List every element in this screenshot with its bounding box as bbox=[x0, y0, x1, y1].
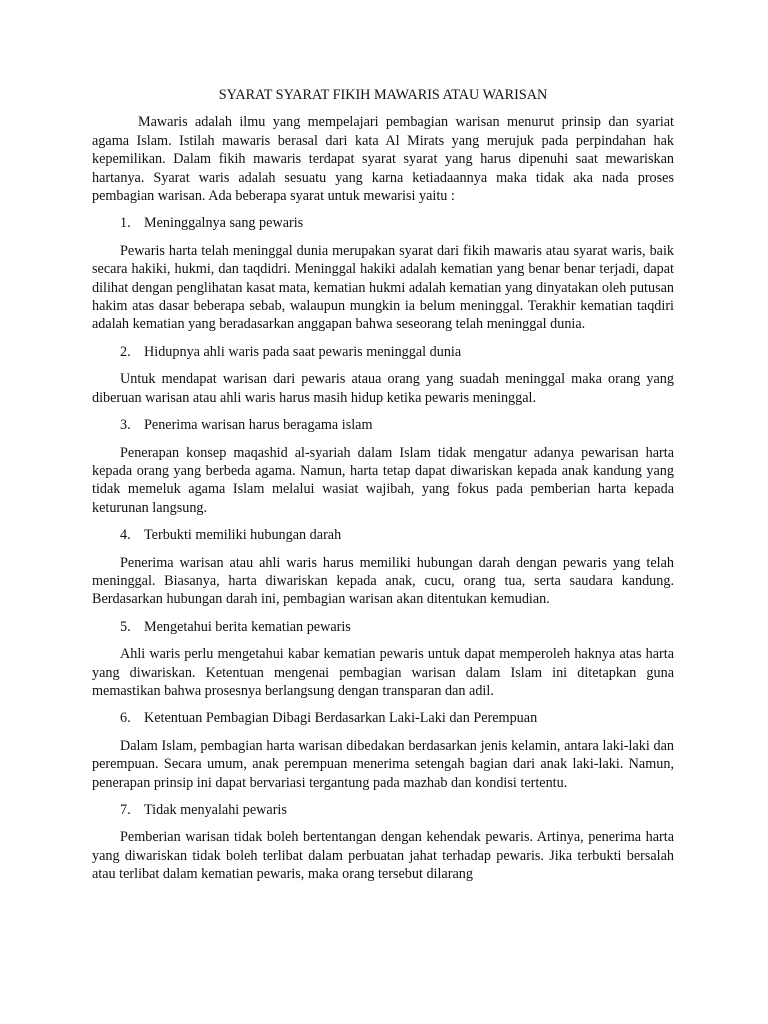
section-paragraph: Penerapan konsep maqashid al-syariah dalam Islam tidak mengatur adanya pewarisan harta kepada orang yang berbeda agama. Namun, harta tetap dapat diwariskan kepada anak kandung yang tidak memeluk agama Islam melalui wasiat wajibah, yang fokus pada pemberian harta kepada keturunan langsung. bbox=[92, 444, 674, 516]
list-item-heading: Terbukti memiliki hubungan darah bbox=[144, 527, 342, 544]
document-content bbox=[92, 86, 674, 893]
list-item bbox=[92, 526, 674, 544]
list-item-heading: Meninggalnya sang pewaris bbox=[144, 215, 304, 232]
document-title: SYARAT SYARAT FIKIH MAWARIS ATAU WARISAN bbox=[218, 87, 548, 103]
list-item bbox=[92, 801, 674, 819]
list-item bbox=[92, 416, 674, 434]
section-paragraph: Pemberian warisan tidak boleh bertentangan dengan kehendak pewaris. Artinya, penerima harta yang diwariskan tidak boleh terlibat dalam perbuatan jahat terhadap pewaris. Jika terbukti bersalah atau terlibat dalam kematian pewaris, maka orang tersebut dilarang bbox=[92, 829, 674, 883]
list-item-heading: Mengetahui berita kematian pewaris bbox=[144, 618, 351, 635]
list-item-number: 7. bbox=[120, 802, 131, 818]
list-item-heading: Penerima warisan harus beragama islam bbox=[144, 417, 373, 434]
list-item-number: 2. bbox=[120, 343, 131, 360]
section-paragraph: Untuk mendapat warisan dari pewaris ataua orang yang suadah meninggal maka orang yang diberuan warisan atau ahli waris harus masih hidup ketika pewaris meninggal. bbox=[92, 371, 674, 406]
list-item-number: 4. bbox=[120, 527, 131, 544]
list-item bbox=[92, 618, 674, 636]
list-item-number: 6. bbox=[120, 710, 131, 727]
list-item bbox=[92, 709, 674, 727]
section-paragraph: Dalam Islam, pembagian harta warisan dibedakan berdasarkan jenis kelamin, antara laki-laki dan perempuan. Secara umum, anak perempuan menerima setengah bagian dari anak laki-laki. Namun, penerapan prinsip ini dapat bervariasi tergantung pada mazhab dan kondisi tertentu. bbox=[92, 737, 674, 791]
list-item-number: 5. bbox=[120, 618, 131, 635]
intro-paragraph: Mawaris adalah ilmu yang mempelajari pembagian warisan menurut prinsip dan syariat agama Islam. Istilah mawaris berasal dari kata Al Mirats yang merujuk pada perpindahan hak kepemilikan. Dalam fikih mawaris terdapat syarat syarat yang harus dipenuhi saat mewariskan hartanya. Syarat waris adalah sesuatu yang karna ketiadaannya maka tidak aka nada proses pembagian warisan. Ada beberapa syarat untuk mewarisi yaitu : bbox=[92, 114, 674, 205]
list-item-number: 3. bbox=[120, 417, 131, 434]
list-item bbox=[92, 343, 674, 361]
section-paragraph: Ahli waris perlu mengetahui kabar kematian pewaris untuk dapat memperoleh haknya atas harta yang diwariskan. Ketentuan mengenai pembagian warisan dalam Islam ini ditetapkan guna memastikan bahwa prosesnya berlangsung dengan transparan dan adil. bbox=[92, 646, 674, 699]
list-item bbox=[92, 214, 674, 232]
list-item-heading: Tidak menyalahi pewaris bbox=[144, 802, 287, 818]
list-item-heading: Hidupnya ahli waris pada saat pewaris meninggal dunia bbox=[144, 343, 462, 360]
section-paragraph: Penerima warisan atau ahli waris harus memiliki hubungan darah dengan pewaris yang telah meninggal. Biasanya, harta diwariskan kepada anak, cucu, orang tua, serta saudara kandung. Berdasarkan hubungan darah ini, pembagian warisan akan ditentukan kemudian. bbox=[92, 554, 674, 608]
list-item-heading: Ketentuan Pembagian Dibagi Berdasarkan Laki-Laki dan Perempuan bbox=[144, 710, 538, 727]
list-item-number: 1. bbox=[120, 215, 131, 232]
section-paragraph: Pewaris harta telah meninggal dunia merupakan syarat dari fikih mawaris atau syarat waris, baik secara hakiki, hukmi, dan taqdidri. Meninggal hakiki adalah kematian yang benar benar terjadi, dapat dilihat dengan penglihatan kasat mata, kematian hukmi adalah kematian yang dinyatakan oleh putusan hakim atas dasar beberapa sebab, walaupun mungkin ia belum meninggal. Terakhir kematian taqdiri adalah kematian yang beradasarkan anggapan bahwa seseorang telah meninggal dunia. bbox=[92, 242, 674, 333]
